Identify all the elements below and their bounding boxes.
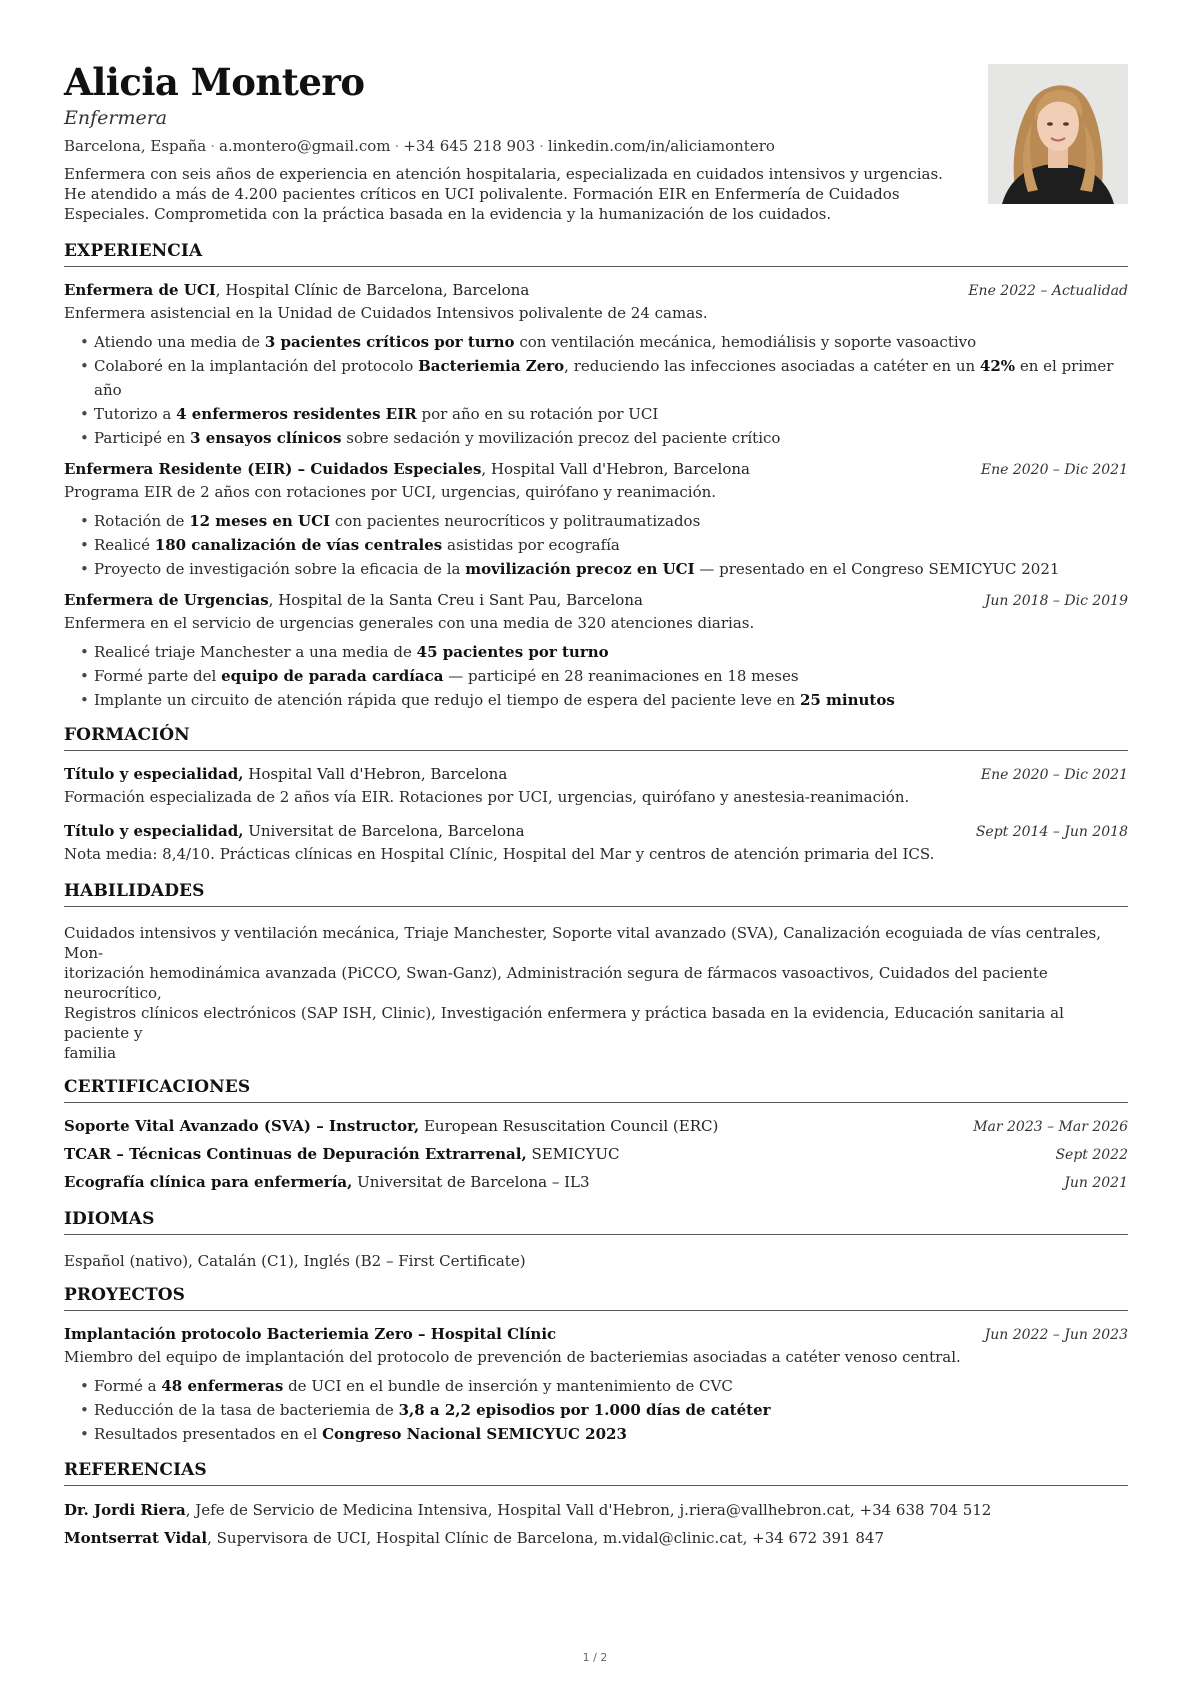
certification-title xyxy=(64,1113,718,1140)
bullet-text: — participé en 28 reanimaciones en 18 meses xyxy=(443,667,799,685)
section-title-skills: HABILIDADES xyxy=(64,881,1128,907)
certification-title xyxy=(64,1141,619,1168)
reference-name: Montserrat Vidal xyxy=(64,1529,208,1547)
projects-entry xyxy=(64,1323,1128,1446)
entry-role: Enfermera Residente (EIR) – Cuidados Especiales xyxy=(64,460,482,478)
entry-organization: Hospital de la Santa Creu i Sant Pau, Barcelona xyxy=(278,591,643,609)
bullet-item xyxy=(64,533,1128,557)
education-entry xyxy=(64,763,1128,808)
certification-row xyxy=(64,1141,1128,1169)
entry-role: Título y especialidad, xyxy=(64,822,244,840)
section-title-languages: IDIOMAS xyxy=(64,1209,1128,1235)
entry-description: Enfermera en el servicio de urgencias generales con una media de 320 atenciones diarias. xyxy=(64,614,755,632)
bullet-highlight: Bacteriemia Zero xyxy=(418,357,565,375)
entry-heading xyxy=(64,763,1128,786)
entry-separator: , xyxy=(481,460,491,478)
contact-email[interactable]: a.montero@gmail.com xyxy=(218,137,391,155)
education-entry xyxy=(64,820,1128,865)
bullet-highlight: 4 enfermeros residentes EIR xyxy=(176,405,417,423)
bullet-text: Resultados presentados en el xyxy=(94,1425,323,1443)
section-title-education: FORMACIÓN xyxy=(64,725,1128,751)
entry-role: Enfermera de Urgencias xyxy=(64,591,269,609)
entry-title xyxy=(64,589,643,611)
entry-role: Título y especialidad, xyxy=(64,765,244,783)
contact-linkedin[interactable]: linkedin.com/in/aliciamontero xyxy=(547,137,775,155)
bullet-text: de UCI en el bundle de inserción y mantenimiento de CVC xyxy=(283,1377,733,1395)
bullet-list xyxy=(64,330,1128,450)
entry-role: Enfermera de UCI xyxy=(64,281,216,299)
entry-organization: Hospital Vall d'Hebron, Barcelona xyxy=(248,765,508,783)
bullet-text: Realicé triaje Manchester a una media de xyxy=(94,643,417,661)
certification-title xyxy=(64,1169,590,1196)
contact-phone[interactable]: +34 645 218 903 xyxy=(403,137,536,155)
bullet-highlight: Congreso Nacional SEMICYUC 2023 xyxy=(322,1425,627,1443)
entry-heading xyxy=(64,820,1128,843)
entry-organization: Hospital Clínic de Barcelona, Barcelona xyxy=(225,281,530,299)
certification-issuer: European Resuscitation Council (ERC) xyxy=(423,1117,719,1135)
certification-name: Ecografía clínica para enfermería, xyxy=(64,1173,353,1191)
section-title-references: REFERENCIAS xyxy=(64,1460,1128,1486)
skills-line: Cuidados intensivos y ventilación mecánica, Triaje Manchester, Soporte vital avanzado (SVA), Canalización ecoguiada de vías centrales, Mon- xyxy=(64,924,1102,962)
bullet-text: con pacientes neurocríticos y politraumatizados xyxy=(330,512,701,530)
bullet-highlight: 48 enfermeras xyxy=(161,1377,284,1395)
bullet-item xyxy=(64,1398,1128,1422)
bullet-list xyxy=(64,640,1128,712)
bullet-text: Tutorizo a xyxy=(94,405,177,423)
skills-line: familia xyxy=(64,1044,117,1062)
certification-name: TCAR – Técnicas Continuas de Depuración Extrarrenal, xyxy=(64,1145,527,1163)
section-title-certifications: CERTIFICACIONES xyxy=(64,1077,1128,1103)
entry-date: Sept 2014 – Jun 2018 xyxy=(975,824,1128,840)
certification-name: Soporte Vital Avanzado (SVA) – Instructor, xyxy=(64,1117,420,1135)
entry-date: Jun 2022 – Jun 2023 xyxy=(984,1327,1128,1343)
bullet-list xyxy=(64,509,1128,581)
reference-details: , Jefe de Servicio de Medicina Intensiva, Hospital Vall d'Hebron, j.riera@vallhebron.cat, +34 638 704 512 xyxy=(185,1501,992,1519)
entry-title xyxy=(64,763,507,785)
entry-description: Miembro del equipo de implantación del protocolo de prevención de bacteriemias asociadas a catéter venoso central. xyxy=(64,1348,961,1366)
profile-photo xyxy=(988,64,1128,204)
entry-title xyxy=(64,820,525,842)
bullet-text: Reducción de la tasa de bacteriemia de xyxy=(94,1401,399,1419)
bullet-text: asistidas por ecografía xyxy=(442,536,620,554)
bullet-highlight: 12 meses en UCI xyxy=(189,512,331,530)
certification-row xyxy=(64,1169,1128,1197)
experience-entry xyxy=(64,589,1128,712)
skills-section xyxy=(64,881,1128,1063)
certification-issuer: Universitat de Barcelona – IL3 xyxy=(357,1173,590,1191)
bullet-list xyxy=(64,1374,1128,1446)
candidate-name: Alicia Montero xyxy=(64,60,365,104)
entry-heading xyxy=(64,1323,1128,1346)
entry-description: Programa EIR de 2 años con rotaciones por UCI, urgencias, quirófano y reanimación. xyxy=(64,483,717,501)
entry-role: Implantación protocolo Bacteriemia Zero – Hospital Clínic xyxy=(64,1325,557,1343)
bullet-text: Participé en xyxy=(94,429,191,447)
certification-date: Jun 2021 xyxy=(1064,1175,1128,1191)
entry-organization: Universitat de Barcelona, Barcelona xyxy=(248,822,525,840)
entry-date: Ene 2020 – Dic 2021 xyxy=(980,767,1128,783)
section-title-experience: EXPERIENCIA xyxy=(64,241,1128,267)
certification-row xyxy=(64,1113,1128,1141)
entry-date: Ene 2020 – Dic 2021 xyxy=(980,462,1128,478)
bullet-highlight: 25 minutos xyxy=(799,691,895,709)
bullet-item xyxy=(64,509,1128,533)
bullet-item xyxy=(64,640,1128,664)
bullet-highlight: 3 ensayos clínicos xyxy=(190,429,342,447)
bullet-item xyxy=(64,1374,1128,1398)
entry-separator: , xyxy=(215,281,226,299)
profile-summary: Enfermera con seis años de experiencia en atención hospitalaria, especializada en cuidados intensivos y urgencias. He atendido a más de 4.200 pacientes críticos en UCI polivalente. Formación EIR en Enfermería de Cuidados Especiales. Comprometida con la práctica basada en la evidencia y la humanización de los cuidados. xyxy=(64,165,943,223)
entry-title xyxy=(64,1323,556,1345)
languages-section xyxy=(64,1209,1128,1271)
reference-name: Dr. Jordi Riera xyxy=(64,1501,186,1519)
bullet-highlight: 45 pacientes por turno xyxy=(416,643,609,661)
bullet-item xyxy=(64,688,1128,712)
bullet-highlight: 42% xyxy=(979,357,1016,375)
entry-date: Jun 2018 – Dic 2019 xyxy=(984,593,1128,609)
bullet-text: Implante un circuito de atención rápida que redujo el tiempo de espera del paciente leve en xyxy=(94,691,800,709)
reference-row xyxy=(64,1524,1128,1552)
entry-description: Formación especializada de 2 años vía EIR. Rotaciones por UCI, urgencias, quirófano y anestesia-reanimación. xyxy=(64,788,910,806)
bullet-text: Realicé xyxy=(94,536,155,554)
bullet-text: Colaboré en la implantación del protocolo xyxy=(94,357,419,375)
education-section xyxy=(64,725,1128,865)
bullet-text: con ventilación mecánica, hemodiálisis y soporte vasoactivo xyxy=(514,333,977,351)
certification-issuer: SEMICYUC xyxy=(531,1145,620,1163)
bullet-item xyxy=(64,664,1128,688)
languages-text: Español (nativo), Catalán (C1), Inglés (B2 – First Certificate) xyxy=(64,1252,526,1270)
bullet-item xyxy=(64,426,1128,450)
references-section xyxy=(64,1460,1128,1552)
entry-description: Enfermera asistencial en la Unidad de Cuidados Intensivos polivalente de 24 camas. xyxy=(64,304,708,322)
entry-heading xyxy=(64,589,1128,612)
entry-organization: Hospital Vall d'Hebron, Barcelona xyxy=(490,460,750,478)
reference-row xyxy=(64,1496,1128,1524)
bullet-text: en el primer año xyxy=(94,357,1114,399)
contact-location: Barcelona, España xyxy=(64,137,207,155)
bullet-text: Atiendo una media de xyxy=(94,333,265,351)
candidate-role: Enfermera xyxy=(64,107,168,129)
bullet-text: Formé a xyxy=(94,1377,162,1395)
certification-date: Sept 2022 xyxy=(1055,1147,1128,1163)
entry-date: Ene 2022 – Actualidad xyxy=(968,283,1128,299)
bullet-text: por año en su rotación por UCI xyxy=(416,405,659,423)
entry-description: Nota media: 8,4/10. Prácticas clínicas en Hospital Clínic, Hospital del Mar y centros de atención primaria del ICS. xyxy=(64,845,935,863)
bullet-item xyxy=(64,330,1128,354)
experience-entry xyxy=(64,458,1128,581)
certification-date: Mar 2023 – Mar 2026 xyxy=(973,1119,1128,1135)
bullet-highlight: 180 canalización de vías centrales xyxy=(154,536,443,554)
bullet-text: — presentado en el Congreso SEMICYUC 2021 xyxy=(694,560,1060,578)
bullet-highlight: 3,8 a 2,2 episodios por 1.000 días de catéter xyxy=(398,1401,771,1419)
entry-title xyxy=(64,279,529,301)
resume-page xyxy=(64,60,1128,1552)
bullet-text: Formé parte del xyxy=(94,667,222,685)
bullet-item xyxy=(64,354,1128,402)
contact-line: Barcelona, España · a.montero@gmail.com · +34 645 218 903 · linkedin.com/in/aliciamontero xyxy=(64,137,775,155)
bullet-item xyxy=(64,557,1128,581)
experience-section xyxy=(64,241,1128,712)
skills-line: Registros clínicos electrónicos (SAP ISH, Clinic), Investigación enfermera y práctica basada en la evidencia, Educación sanitaria al paciente y xyxy=(64,1004,1064,1042)
entry-heading xyxy=(64,279,1128,302)
bullet-text: Rotación de xyxy=(94,512,190,530)
page-number: 1 / 2 xyxy=(582,1651,608,1664)
skills-text xyxy=(64,923,1128,1063)
certifications-section xyxy=(64,1077,1128,1197)
bullet-text: Proyecto de investigación sobre la eficacia de la xyxy=(94,560,466,578)
section-title-projects: PROYECTOS xyxy=(64,1285,1128,1311)
bullet-text: , reduciendo las infecciones asociadas a catéter en un xyxy=(564,357,980,375)
reference-details: , Supervisora de UCI, Hospital Clínic de Barcelona, m.vidal@clinic.cat, +34 672 391 847 xyxy=(207,1529,884,1547)
resume-header xyxy=(64,60,1128,223)
bullet-text: sobre sedación y movilización precoz del paciente crítico xyxy=(341,429,781,447)
bullet-highlight: 3 pacientes críticos por turno xyxy=(264,333,515,351)
entry-heading xyxy=(64,458,1128,481)
bullet-highlight: movilización precoz en UCI xyxy=(465,560,695,578)
bullet-highlight: equipo de parada cardíaca xyxy=(221,667,444,685)
skills-line: itorización hemodinámica avanzada (PiCCO, Swan-Ganz), Administración segura de fármacos vasoactivos, Cuidados del paciente neurocrítico, xyxy=(64,964,1048,1002)
bullet-item xyxy=(64,1422,1128,1446)
entry-separator: , xyxy=(268,591,279,609)
projects-section xyxy=(64,1285,1128,1446)
entry-title xyxy=(64,458,750,480)
experience-entry xyxy=(64,279,1128,450)
bullet-item xyxy=(64,402,1128,426)
